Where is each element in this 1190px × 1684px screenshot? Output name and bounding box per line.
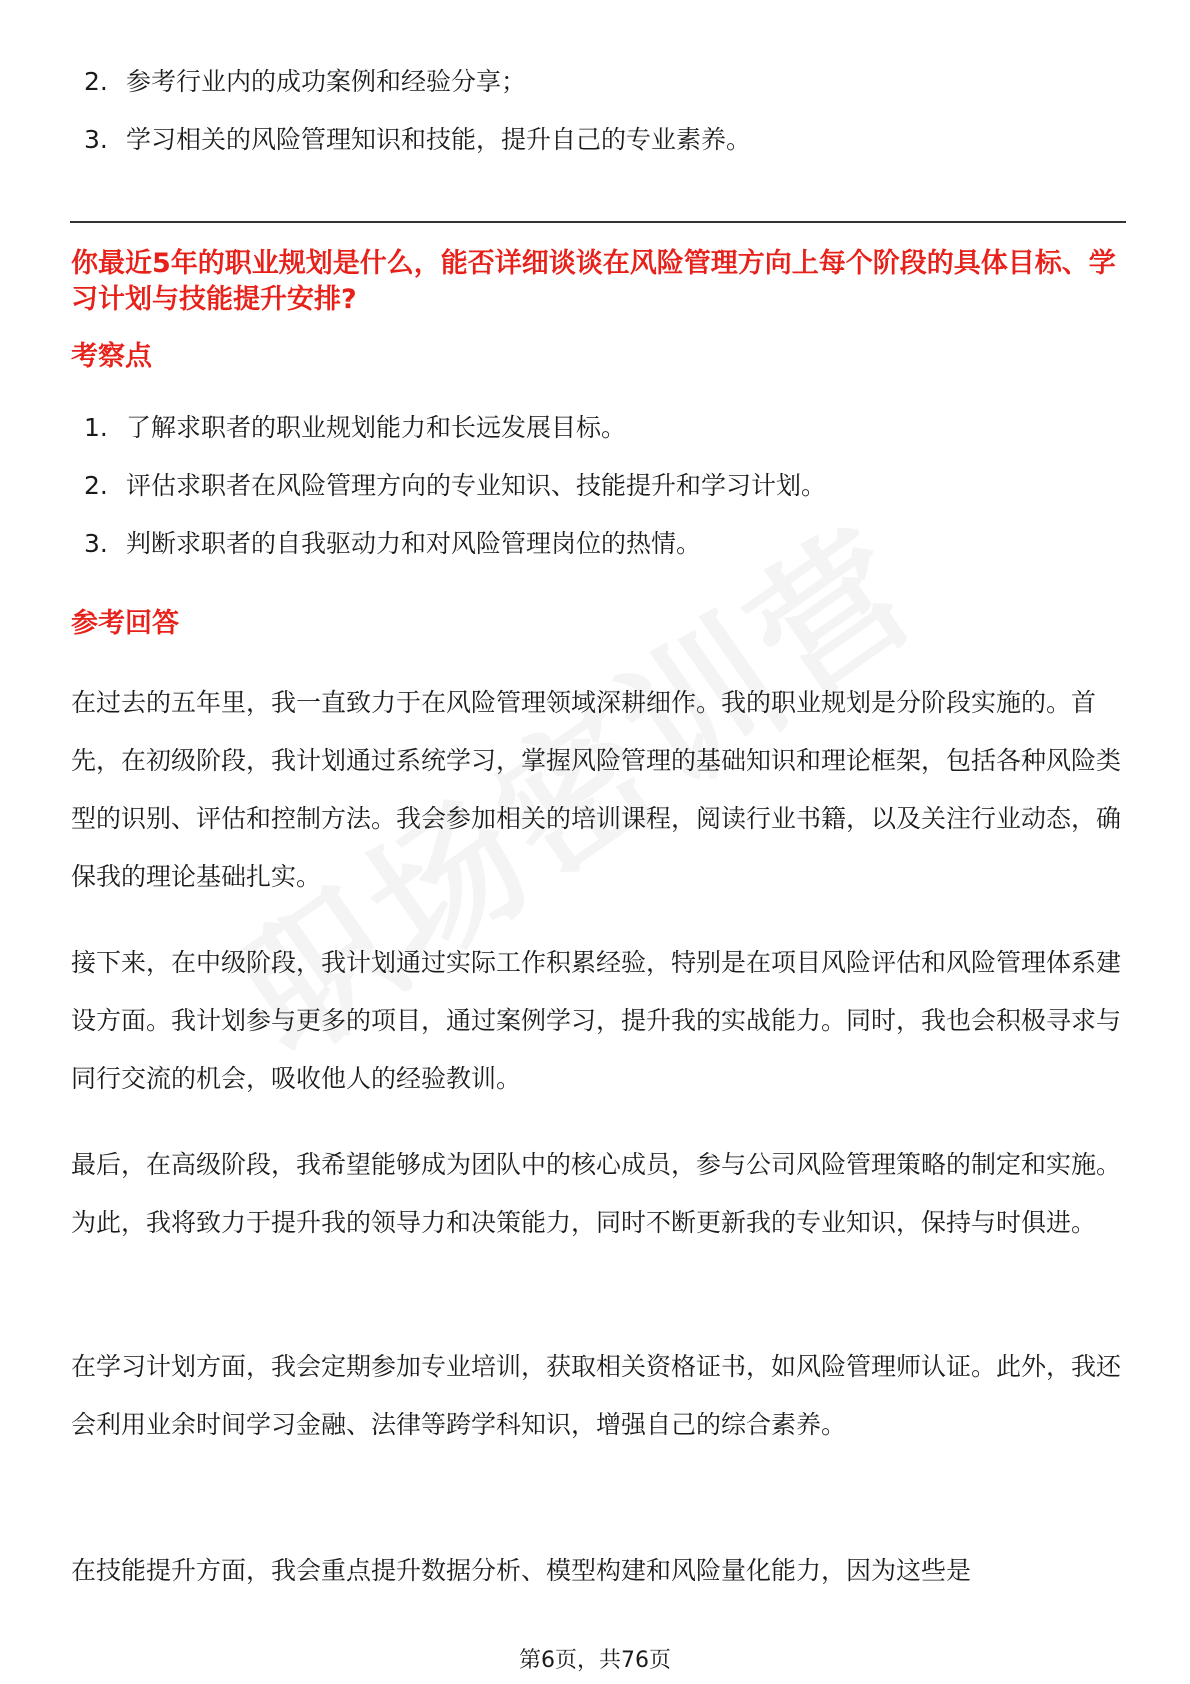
- list-item-text: 参考行业内的成功案例和经验分享；: [126, 67, 527, 96]
- list-item-number: 3.: [84, 529, 108, 558]
- list-item: [84, 67, 751, 97]
- list-item: [84, 471, 826, 501]
- list-item: [84, 529, 826, 559]
- page-number: 第6页，共76页: [519, 1648, 671, 1673]
- list-item: [84, 413, 826, 443]
- list-item-number: 3.: [84, 125, 108, 154]
- list-item-number: 2.: [84, 67, 108, 96]
- list-item-text: 评估求职者在风险管理方向的专业知识、技能提升和学习计划。: [126, 471, 827, 500]
- section-divider: [70, 221, 1126, 223]
- answer-paragraph: 接下来，在中级阶段，我计划通过实际工作积累经验，特别是在项目风险评估和风险管理体系建设方面。我计划参与更多的项目，通过案例学习，提升我的实战能力。同时，我也会积极寻求与同行交流的机会，吸收他人的经验教训。: [71, 948, 1122, 1093]
- question-heading: 你最近5年的职业规划是什么，能否详细谈谈在风险管理方向上每个阶段的具体目标、学习计划与技能提升安排?: [71, 248, 1116, 315]
- answer-paragraph: 最后，在高级阶段，我希望能够成为团队中的核心成员，参与公司风险管理策略的制定和实施。为此，我将致力于提升我的领导力和决策能力，同时不断更新我的专业知识，保持与时俱进。: [71, 1150, 1122, 1237]
- top-numbered-list: [84, 67, 751, 183]
- list-item-number: 2.: [84, 471, 108, 500]
- kaocha-numbered-list: [84, 413, 826, 587]
- answer-paragraph: 在过去的五年里，我一直致力于在风险管理领域深耕细作。我的职业规划是分阶段实施的。首先，在初级阶段，我计划通过系统学习，掌握风险管理的基础知识和理论框架，包括各种风险类型的识别、评估和控制方法。我会参加相关的培训课程，阅读行业书籍，以及关注行业动态，确保我的理论基础扎实。: [71, 688, 1122, 891]
- list-item-text: 学习相关的风险管理知识和技能，提升自己的专业素养。: [126, 125, 752, 154]
- section-heading-kaocha: 考察点: [71, 341, 152, 372]
- list-item-text: 判断求职者的自我驱动力和对风险管理岗位的热情。: [126, 529, 702, 558]
- list-item-text: 了解求职者的职业规划能力和长远发展目标。: [126, 413, 627, 442]
- list-item: [84, 125, 751, 155]
- section-heading-cankao: 参考回答: [71, 608, 179, 639]
- list-item-number: 1.: [84, 413, 108, 442]
- answer-paragraph: 在技能提升方面，我会重点提升数据分析、模型构建和风险量化能力，因为这些是: [71, 1556, 972, 1585]
- answer-paragraph: 在学习计划方面，我会定期参加专业培训，获取相关资格证书，如风险管理师认证。此外，我还会利用业余时间学习金融、法律等跨学科知识，增强自己的综合素养。: [71, 1352, 1122, 1439]
